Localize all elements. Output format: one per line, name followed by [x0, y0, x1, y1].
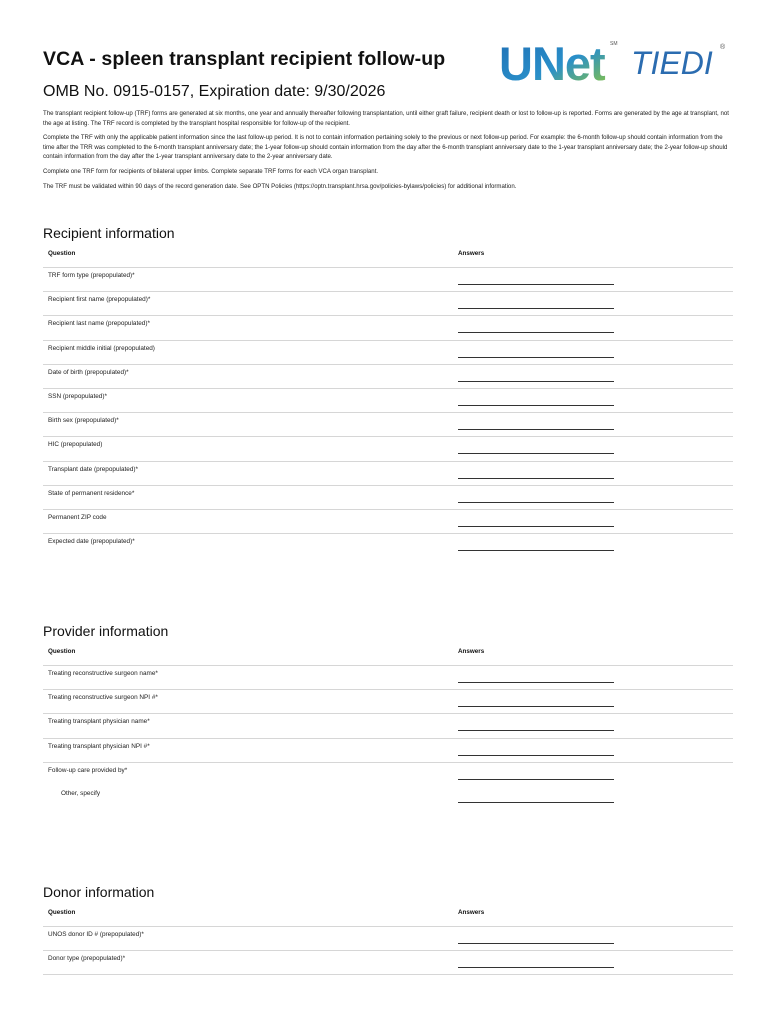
section-title: Recipient information: [43, 225, 175, 241]
form-row: [43, 292, 733, 316]
form-row: [43, 437, 733, 461]
omb-subtitle: OMB No. 0915-0157, Expiration date: 9/30/2026: [43, 83, 386, 100]
instructions-paragraph: The transplant recipient follow-up (TRF) forms are generated at six months, one year and annually thereafter following transplantation, until either graft failure, recipient death or lost to follow-up is reported. Forms are generated by the age at transplant, not the age at listing. The TRF record is completed by the transplant hospital responsible for follow-up of the recipient.: [43, 110, 729, 127]
recipient-information-section: [43, 225, 733, 557]
question-label: Other, specify: [61, 789, 101, 797]
question-label: Birth sex (prepopulated)*: [48, 417, 119, 425]
answer-field[interactable]: [458, 755, 614, 756]
logo-sm-text: SM: [610, 41, 618, 47]
form-row: [43, 510, 733, 534]
question-label: Recipient middle initial (prepopulated): [48, 344, 155, 352]
form-row: [43, 666, 733, 690]
answer-field[interactable]: [458, 802, 614, 803]
form-row: [43, 927, 733, 951]
question-label: TRF form type (prepopulated)*: [48, 272, 135, 279]
answer-field[interactable]: [458, 308, 614, 309]
answers-column-header: Answers: [458, 250, 485, 257]
form-row: [43, 486, 733, 510]
question-label: Treating transplant physician NPI #*: [48, 742, 150, 750]
question-label: Follow-up care provided by*: [48, 766, 128, 774]
question-label: UNOS donor ID # (prepopulated)*: [48, 931, 144, 938]
form-row: [43, 365, 733, 389]
table-header: [43, 249, 733, 268]
answer-field[interactable]: [458, 284, 614, 285]
logo-tiedi-text: TIEDI: [631, 45, 713, 81]
question-label: Donor type (prepopulated)*: [48, 955, 126, 963]
instructions-paragraph: Complete one TRF form for recipients of bilateral upper limbs. Complete separate TRF forms for each VCA organ transplant.: [43, 167, 379, 175]
form-row: [43, 690, 733, 714]
form-row: [43, 763, 733, 786]
answer-field[interactable]: [458, 730, 614, 731]
question-label: Transplant date (prepopulated)*: [48, 465, 138, 473]
answer-field[interactable]: [458, 943, 614, 944]
answer-field[interactable]: [458, 682, 614, 683]
question-label: Recipient first name (prepopulated)*: [48, 296, 151, 304]
form-row: [43, 413, 733, 437]
answer-field[interactable]: [458, 550, 614, 551]
form-row: [43, 951, 733, 975]
answer-field[interactable]: [458, 453, 614, 454]
answer-field[interactable]: [458, 967, 614, 968]
logo-registered-text: ®: [720, 44, 726, 51]
section-title: Provider information: [43, 623, 169, 639]
donor-information-section: [43, 884, 733, 975]
answer-field[interactable]: [458, 332, 614, 333]
table-header: [43, 647, 733, 666]
question-label: Treating transplant physician name*: [48, 718, 150, 726]
question-label: Treating reconstructive surgeon name*: [48, 670, 158, 677]
answers-column-header: Answers: [458, 909, 485, 916]
answer-field[interactable]: [458, 779, 614, 780]
form-row: [43, 316, 733, 340]
form-row: [43, 786, 733, 809]
answer-field[interactable]: [458, 502, 614, 503]
answer-field[interactable]: [458, 357, 614, 358]
logo-unet-text: UNet: [499, 37, 605, 88]
form-row: [43, 341, 733, 365]
question-column-header: Question: [48, 648, 76, 655]
form-row: [43, 268, 733, 292]
form-row: [43, 389, 733, 413]
question-label: Permanent ZIP code: [48, 513, 107, 521]
answer-field[interactable]: [458, 429, 614, 430]
question-label: Date of birth (prepopulated)*: [48, 368, 129, 376]
form-row: [43, 534, 733, 557]
unet-tiedi-logo: [497, 33, 732, 88]
answer-field[interactable]: [458, 478, 614, 479]
question-label: HIC (prepopulated): [48, 441, 103, 449]
form-row: [43, 714, 733, 738]
form-row: [43, 462, 733, 486]
instructions-paragraph: Complete the TRF with only the applicable patient information since the last follow-up period. It is not to contain information pertaining solely to the previous or next follow-up period. For example: the 6-month follow-up should contain information from the time after the TRR was completed to the 6-month transplant anniversary date; the 1-year follow-up should contain information from the day after the 6-month transplant anniversary date to the 1-year transplant anniversary date; the 2-year follow-up should contain information from the day after the 1-year transplant anniversary date to the 2-year anniversary date.: [43, 134, 728, 161]
question-label: SSN (prepopulated)*: [48, 392, 107, 400]
question-label: Treating reconstructive surgeon NPI #*: [48, 694, 158, 702]
answer-field[interactable]: [458, 405, 614, 406]
answer-field[interactable]: [458, 381, 614, 382]
answers-column-header: Answers: [458, 648, 485, 655]
form-row: [43, 739, 733, 763]
answer-field[interactable]: [458, 706, 614, 707]
page-title: VCA - spleen transplant recipient follow-up: [43, 48, 446, 70]
question-column-header: Question: [48, 909, 76, 916]
instructions-paragraph: The TRF must be validated within 90 days of the record generation date. See OPTN Policies (https://optn.transplant.hrsa.gov/policies-bylaws/policies) for additional information.: [43, 182, 517, 190]
section-title: Donor information: [43, 884, 155, 900]
provider-information-section: [43, 623, 733, 809]
instructions: [43, 109, 733, 196]
question-label: Expected date (prepopulated)*: [48, 538, 135, 546]
question-label: State of permanent residence*: [48, 489, 135, 497]
question-label: Recipient last name (prepopulated)*: [48, 320, 150, 328]
question-column-header: Question: [48, 250, 76, 257]
answer-field[interactable]: [458, 526, 614, 527]
table-header: [43, 908, 733, 927]
